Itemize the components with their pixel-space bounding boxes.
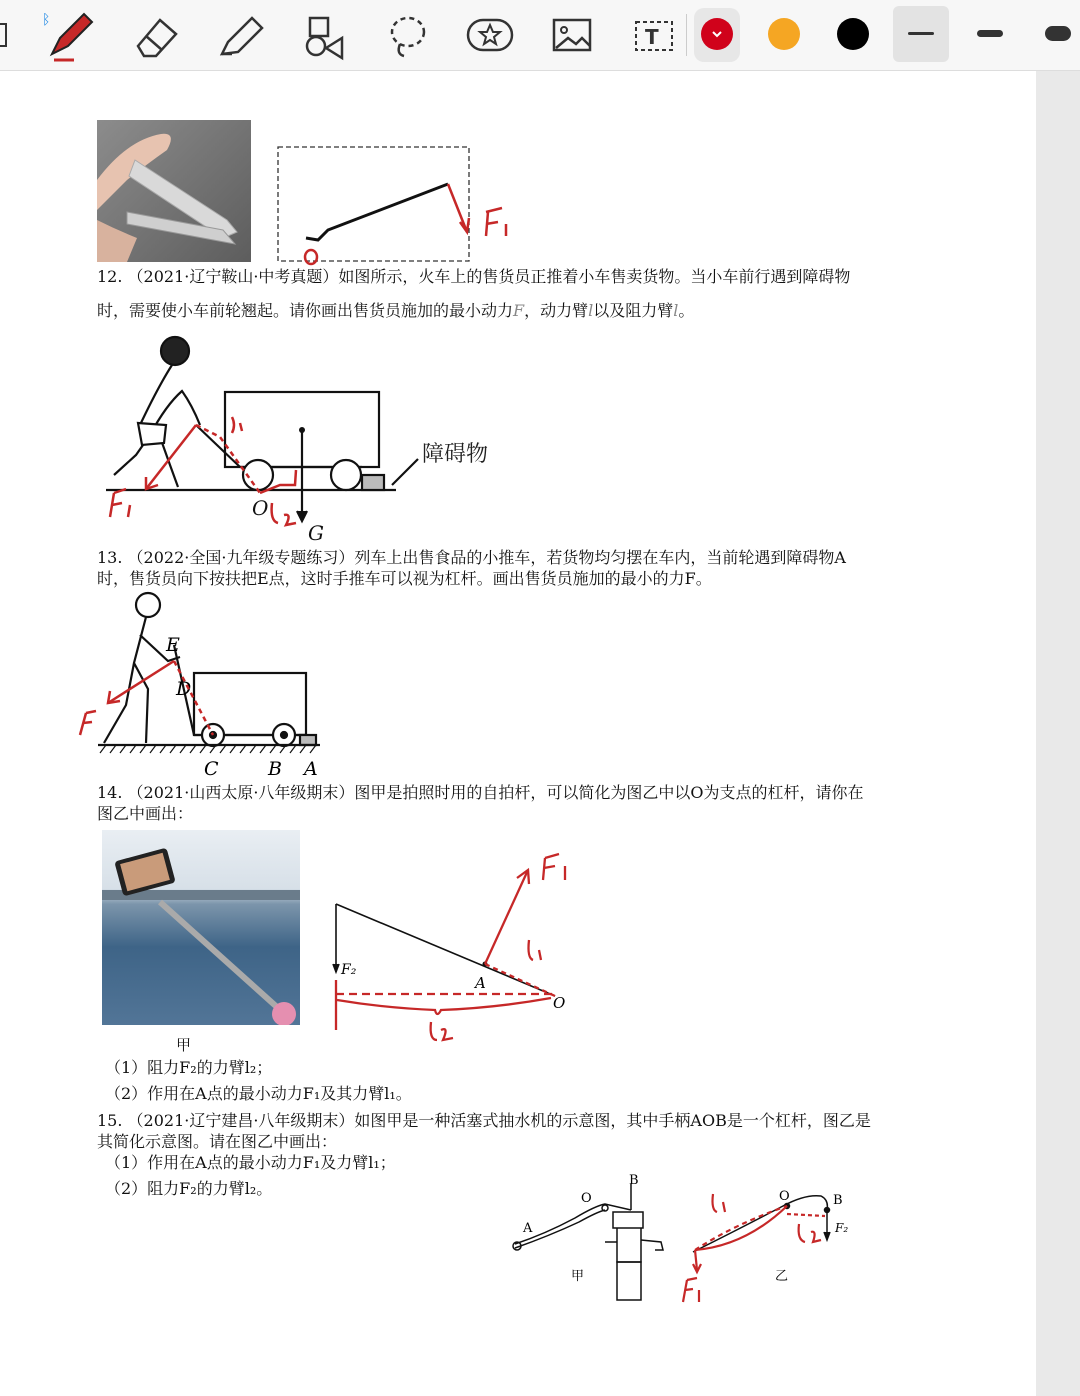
q12-text-line2: 时，需要使小车前轮翘起。请你画出售货员施加的最小动力F，动力臂l以及阻力臂l。 — [97, 301, 695, 320]
stroke-width-medium-button[interactable] — [962, 6, 1018, 62]
lever-b-label: B — [833, 1193, 843, 1208]
svg-text:T: T — [645, 25, 659, 49]
food-cart-figure — [70, 585, 350, 785]
lever-o-label: O — [779, 1189, 790, 1204]
pump-b-label: B — [629, 1173, 639, 1188]
color-orange-swatch[interactable] — [768, 18, 800, 50]
eraser-tool-icon[interactable] — [128, 8, 184, 62]
lever-f2-label: F₂ — [835, 1221, 849, 1235]
q15-sub2: （2）阻力F₂的力臂l₂。 — [105, 1179, 273, 1198]
stroke-width-thick-button[interactable] — [1030, 6, 1080, 62]
selfie-stick-lever-diagram — [325, 840, 595, 1055]
q14-sub1: （1）阻力F₂的力臂l₂； — [105, 1058, 273, 1077]
sticker-tool-icon[interactable] — [462, 8, 518, 62]
q12-line2-part2: ，动力臂 — [524, 301, 589, 320]
image-tool-icon[interactable] — [544, 8, 600, 62]
svg-text:ᛒ: ᛒ — [42, 12, 51, 28]
q12-line2-part4: 。 — [678, 301, 695, 320]
drawing-toolbar — [0, 0, 1080, 71]
point-b-label: B — [268, 758, 282, 780]
water-pump-figure — [505, 1170, 865, 1310]
q14-sub2: （2）作用在A点的最小动力F₁及其力臂l₁。 — [105, 1084, 412, 1103]
q14-text-line1: 14. （2021·山西太原·八年级期末）图甲是拍照时用的自拍杆，可以简化为图乙中以O为支点的杠杆，请你在 — [97, 783, 864, 802]
pump-jia-caption: 甲 — [571, 1269, 585, 1284]
pump-a-label: A — [523, 1221, 533, 1236]
q15-sub1: （1）作用在A点的最小动力F₁及力臂l₁； — [105, 1153, 396, 1172]
q12-text-line1: 12. （2021·辽宁鞍山·中考真题）如图所示，火车上的售货员正推着小车售卖货物。当小车前行遇到障碍物 — [97, 267, 851, 286]
color-red-swatch[interactable] — [701, 18, 733, 50]
obstacle-label: 障碍物 — [422, 442, 489, 467]
color-black-swatch[interactable] — [837, 18, 869, 50]
pivot-o-label: O — [252, 496, 269, 520]
point-e-label: E — [166, 634, 180, 656]
caption-jia: 甲 — [176, 1036, 192, 1054]
clipper-lever-diagram — [270, 140, 530, 270]
q15-text-line1: 15. （2021·辽宁建昌·八年级期末）如图甲是一种活塞式抽水机的示意图，其中手柄AOB是一个杠杆，图乙是 — [97, 1111, 871, 1130]
lasso-tool-icon[interactable] — [380, 8, 436, 62]
q12-line2-part3: 以及阻力臂 — [593, 301, 674, 320]
point-c-label: C — [204, 758, 219, 780]
gravity-g-label: G — [308, 521, 324, 545]
highlighter-tool-icon[interactable] — [212, 8, 268, 62]
shapes-tool-icon[interactable] — [296, 8, 352, 62]
q12-line2-part1: 时，需要使小车前轮翘起。请你画出售货员施加的最小动力 — [97, 301, 514, 320]
toolbar-divider — [686, 14, 687, 56]
point-d-label: D — [176, 678, 192, 700]
sidebar-toggle-icon[interactable] — [0, 8, 28, 62]
selfie-stick-photo — [102, 830, 300, 1025]
page-gutter — [1036, 71, 1080, 1396]
pump-yi-caption: 乙 — [775, 1269, 789, 1284]
point-a-label: A — [475, 974, 486, 992]
point-a-label: A — [304, 758, 318, 780]
force-f2-label: F₂ — [341, 962, 357, 978]
q15-text-line2: 其简化示意图。请在图乙中画出： — [97, 1132, 338, 1151]
stroke-width-thin-button[interactable] — [893, 6, 949, 62]
pivot-o-label: O — [553, 994, 566, 1012]
pump-o-label: O — [581, 1191, 592, 1206]
q14-text-line2: 图乙中画出： — [97, 804, 194, 823]
text-tool-icon[interactable] — [626, 8, 682, 62]
q13-text-line2: 时，售货员向下按扶把E点，这时手推车可以视为杠杆。画出售货员施加的最小的力F。 — [97, 569, 712, 588]
nail-clipper-photo — [97, 120, 251, 262]
cart-pusher-figure — [100, 325, 520, 545]
chevron-down-icon — [701, 18, 733, 50]
pen-tool-icon[interactable] — [40, 8, 96, 62]
q13-text-line1: 13. （2022·全国·九年级专题练习）列车上出售食品的小推车，若货物均匀摆在车内，当前轮遇到障碍物A — [97, 548, 846, 567]
